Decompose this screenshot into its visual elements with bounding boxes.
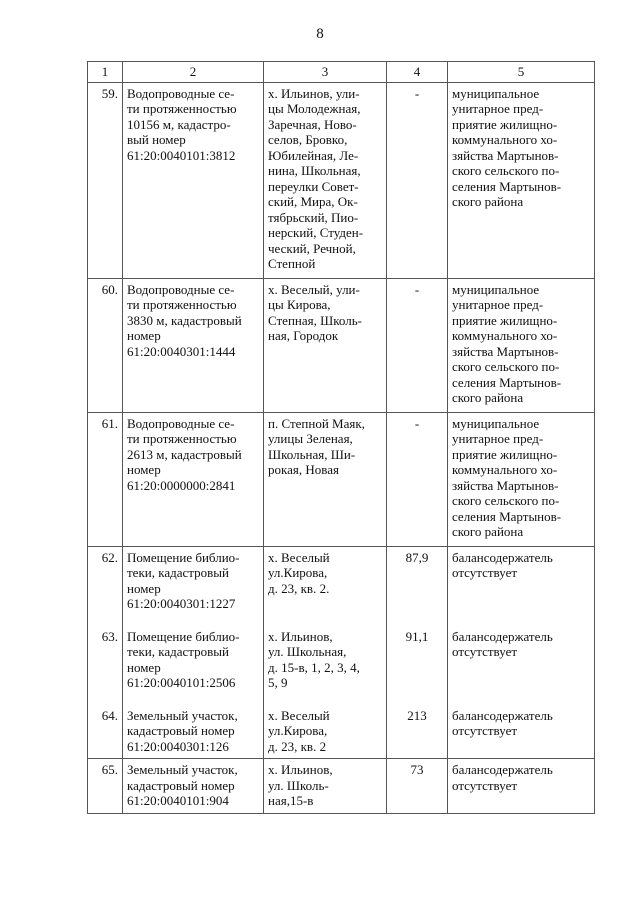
row-number: 62. [88, 546, 123, 626]
object-address-line: Школьная, Ши- [268, 446, 356, 462]
object-name [123, 759, 264, 814]
table-row [88, 705, 595, 759]
object-address [264, 82, 387, 278]
balance-holder-line: коммунального хо- [452, 132, 558, 147]
object-name-line: номер [127, 580, 161, 596]
object-address-line: ул. Школьная, [268, 644, 347, 659]
object-name-line: Водопроводные се- [127, 281, 235, 297]
balance-holder-line: ского района [452, 194, 524, 209]
balance-holder-line: приятие жилищно- [452, 116, 558, 132]
balance-holder-line: унитарное пред- [452, 297, 544, 312]
table-row [88, 546, 595, 626]
object-name-line: ти протяженностью [127, 431, 237, 446]
balance-holder-line: селения Мартынов- [452, 178, 562, 194]
object-name-line: номер [127, 328, 161, 343]
table-row [88, 626, 595, 705]
balance-holder-line: балансодержатель [452, 549, 553, 565]
table-row [88, 278, 595, 412]
object-address-line: х. Ильинов, [268, 628, 333, 644]
balance-holder-line: отсутствует [452, 777, 518, 793]
object-address-line: цы Кирова, [268, 297, 331, 312]
object-name-line: теки, кадастровый [127, 565, 229, 580]
object-address-line: ул.Кирова, [268, 565, 328, 580]
object-address-line: х. Веселый [268, 549, 330, 565]
balance-holder-line: зяйства Мартынов- [452, 147, 559, 163]
object-name-line: Земельный участок, [127, 707, 238, 723]
balance-holder-line: отсутствует [452, 644, 518, 659]
object-name-line: 61:20:0040301:1227 [127, 596, 236, 611]
balance-holder-line: ского сельского по- [452, 163, 560, 178]
balance-holder [448, 759, 595, 814]
row-number: 65. [88, 759, 123, 814]
balance-holder-line: балансодержатель [452, 628, 553, 644]
balance-holder-line: зяйства Мартынов- [452, 343, 559, 359]
object-name-line: Водопроводные се- [127, 415, 235, 431]
object-address-line: 5, 9 [268, 675, 288, 690]
object-address [264, 412, 387, 546]
object-address-line: д. 15-в, 1, 2, 3, 4, [268, 659, 360, 675]
object-area: - [387, 278, 448, 412]
column-header: 1 [88, 62, 123, 83]
object-address-line: д. 23, кв. 2. [268, 580, 330, 596]
balance-holder [448, 82, 595, 278]
property-registry-table [87, 61, 595, 814]
object-name-line: ти протяженностью [127, 101, 237, 116]
object-name-line: 61:20:0000000:2841 [127, 477, 236, 493]
balance-holder-line: балансодержатель [452, 762, 553, 777]
object-area: 213 [387, 705, 448, 759]
balance-holder-line: коммунального хо- [452, 328, 558, 343]
object-name-line: Земельный участок, [127, 762, 238, 777]
object-name-line: 10156 м, кадастро- [127, 116, 231, 132]
object-address-line: цы Молодежная, [268, 101, 361, 116]
object-address-line: х. Веселый, ули- [268, 281, 360, 297]
balance-holder-line: селения Мартынов- [452, 374, 562, 390]
object-name-line: 3830 м, кадастровый [127, 312, 242, 328]
object-name [123, 412, 264, 546]
object-name-line: кадастровый номер [127, 723, 235, 738]
object-address-line: ул. Школь- [268, 777, 329, 793]
table-row [88, 82, 595, 278]
balance-holder-line: отсутствует [452, 565, 518, 580]
object-area: - [387, 412, 448, 546]
object-name-line: Помещение библио- [127, 628, 240, 644]
object-address-line: Степная, Школь- [268, 312, 362, 328]
column-header: 4 [387, 62, 448, 83]
row-number: 63. [88, 626, 123, 705]
object-address [264, 705, 387, 759]
object-name-line: 61:20:0040301:1444 [127, 343, 236, 359]
balance-holder-line: ского сельского по- [452, 359, 560, 374]
header-row [88, 62, 595, 83]
table-row [88, 412, 595, 546]
object-address-line: х. Ильинов, ули- [268, 85, 360, 101]
balance-holder-line: зяйства Мартынов- [452, 477, 559, 493]
object-address-line: п. Степной Маяк, [268, 415, 365, 431]
object-address [264, 626, 387, 705]
column-header: 2 [123, 62, 264, 83]
object-address-line: ский, Мира, Ок- [268, 194, 358, 209]
row-number: 64. [88, 705, 123, 759]
object-name-line: ти протяженностью [127, 297, 237, 312]
object-address [264, 546, 387, 626]
object-name-line: 2613 м, кадастровый [127, 446, 242, 462]
balance-holder-line: отсутствует [452, 723, 518, 738]
object-address-line: Заречная, Ново- [268, 116, 357, 132]
object-area: 91,1 [387, 626, 448, 705]
object-name-line: номер [127, 659, 161, 675]
object-name [123, 82, 264, 278]
balance-holder-line: приятие жилищно- [452, 446, 558, 462]
page-number: 8 [316, 26, 324, 42]
object-name [123, 546, 264, 626]
column-header: 3 [264, 62, 387, 83]
balance-holder-line: муниципальное [452, 85, 540, 101]
object-address [264, 278, 387, 412]
object-area: 87,9 [387, 546, 448, 626]
object-address-line: тябрьский, Пио- [268, 209, 359, 225]
object-address-line: ул.Кирова, [268, 723, 328, 738]
object-address-line: х. Ильинов, [268, 762, 333, 777]
object-address [264, 759, 387, 814]
balance-holder-line: селения Мартынов- [452, 508, 562, 524]
object-name-line: 61:20:0040101:2506 [127, 675, 236, 690]
object-name-line: вый номер [127, 132, 186, 147]
object-address-line: ная, Городок [268, 328, 339, 343]
balance-holder-line: унитарное пред- [452, 101, 544, 116]
balance-holder-line: приятие жилищно- [452, 312, 558, 328]
object-name-line: Водопроводные се- [127, 85, 235, 101]
object-address-line: нина, Школьная, [268, 163, 361, 178]
column-header: 5 [448, 62, 595, 83]
balance-holder-line: муниципальное [452, 415, 540, 431]
balance-holder [448, 546, 595, 626]
object-name-line: кадастровый номер [127, 777, 235, 793]
object-address-line: нерский, Студен- [268, 225, 364, 240]
balance-holder [448, 412, 595, 546]
object-address-line: х. Веселый [268, 707, 330, 723]
balance-holder [448, 278, 595, 412]
row-number: 61. [88, 412, 123, 546]
balance-holder-line: ского района [452, 524, 524, 539]
balance-holder-line: муниципальное [452, 281, 540, 297]
object-name-line: Помещение библио- [127, 549, 240, 565]
object-name [123, 278, 264, 412]
object-address-line: переулки Совет- [268, 178, 359, 194]
balance-holder [448, 705, 595, 759]
object-area: - [387, 82, 448, 278]
object-address-line: д. 23, кв. 2 [268, 738, 327, 754]
object-address-line: ческий, Речной, [268, 240, 356, 256]
row-number: 59. [88, 82, 123, 278]
object-name [123, 626, 264, 705]
balance-holder-line: ского сельского по- [452, 493, 560, 508]
object-area: 73 [387, 759, 448, 814]
balance-holder-line: ского района [452, 390, 524, 405]
object-address-line: ная,15-в [268, 793, 314, 808]
object-name-line: 61:20:0040301:126 [127, 738, 229, 754]
balance-holder-line: коммунального хо- [452, 462, 558, 477]
object-name-line: номер [127, 462, 161, 477]
object-name-line: теки, кадастровый [127, 644, 229, 659]
balance-holder-line: балансодержатель [452, 707, 553, 723]
table-row [88, 759, 595, 814]
row-number: 60. [88, 278, 123, 412]
object-address-line: Степной [268, 256, 316, 271]
balance-holder [448, 626, 595, 705]
object-name [123, 705, 264, 759]
object-address-line: Юбилейная, Ле- [268, 147, 359, 163]
object-name-line: 61:20:0040101:904 [127, 793, 229, 808]
object-address-line: улицы Зеленая, [268, 431, 353, 446]
object-name-line: 61:20:0040101:3812 [127, 147, 236, 163]
object-address-line: рокая, Новая [268, 462, 339, 477]
object-address-line: селов, Бровко, [268, 132, 348, 147]
balance-holder-line: унитарное пред- [452, 431, 544, 446]
